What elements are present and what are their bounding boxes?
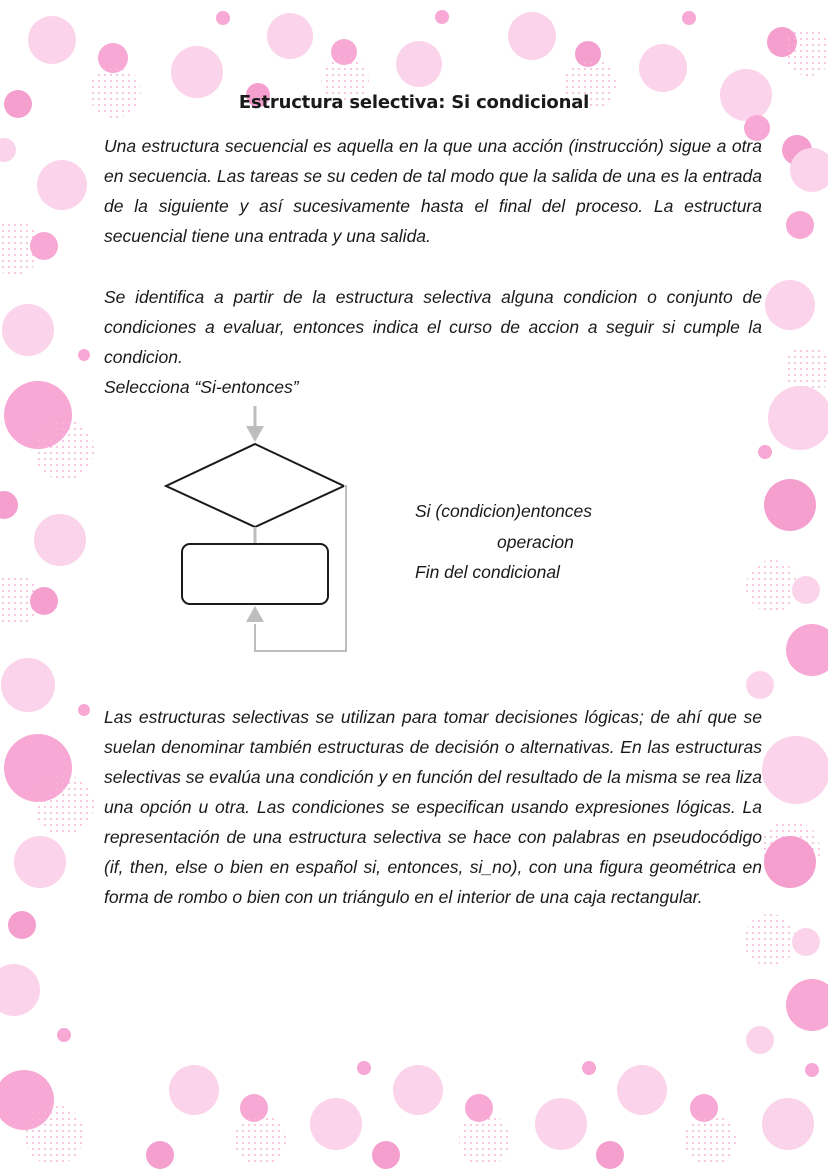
merge-arrow xyxy=(246,606,264,622)
process-box xyxy=(182,544,328,604)
entry-arrow xyxy=(246,406,264,442)
pseudocode-operation-line: operacion xyxy=(497,532,574,552)
select-if-then-paragraph: Selecciona “Si-entonces” xyxy=(104,377,299,397)
pseudocode-end-line: Fin del condicional xyxy=(415,562,560,582)
selection-paragraph: Se identifica a partir de la estructura selectiva alguna condicion o conjunto de condiciones a evaluar, entonces indica el curso de accion a seguir si cumple la condicion. xyxy=(104,287,762,367)
pseudocode-if-line: Si (condicion)entonces xyxy=(415,501,593,521)
page-title: Estructura selectiva: Si condicional xyxy=(238,92,590,113)
intro-paragraph: Una estructura secuencial es aquella en la que una acción (instrucción) sigue a otra en secuencia. Las tareas se su ceden de tal modo que la salida de una es la entrada de la siguiente y así sucesivamente hasta el final del proceso. La estructura secuencial tiene una entrada y una salida. xyxy=(104,136,762,246)
selective-structures-paragraph: Las estructuras selectivas se utilizan para tomar decisiones lógicas; de ahí que se suelan denominar también estructuras de decisión o alternativas. En las estructuras selectivas se evalúa una condición y en función del resultado de la misma se rea liza una opción u otra. Las condiciones se especifican usando expresiones lógicas. La representación de una estructura selectiva se hace con palabras en pseudocódigo (if, then, else o bien en español si, entonces, si_no), con una figura geométrica en forma de rombo o bien con un triángulo en el interior de una caja rectangular. xyxy=(104,707,762,907)
decision-diamond xyxy=(166,444,344,527)
if-then-flowchart xyxy=(150,400,360,660)
